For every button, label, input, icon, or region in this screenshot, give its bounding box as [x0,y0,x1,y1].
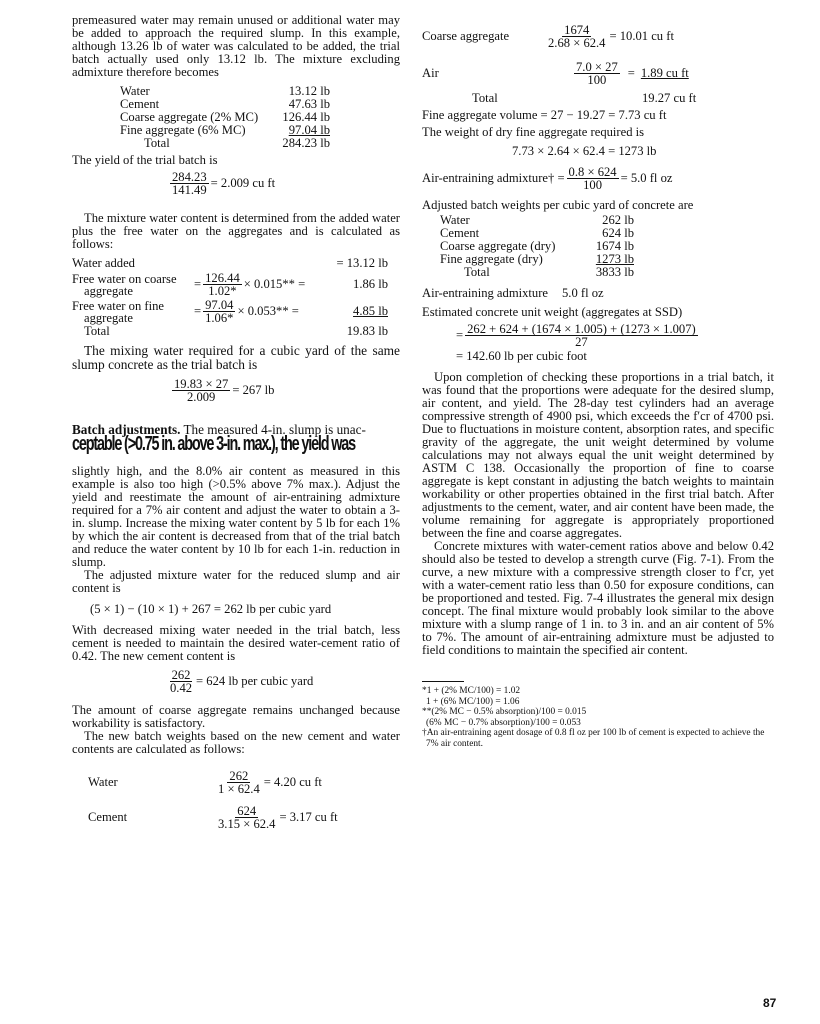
footnotes [422,686,774,750]
yield-intro: The yield of the trial batch is [72,153,218,167]
left-column [72,14,400,830]
multiplier: × 0.053** = [237,304,299,318]
value: 1.89 cu ft [640,66,689,80]
mixing-water-equation [170,378,400,403]
fraction [168,669,194,694]
section-title: Batch adjustments. [72,422,181,437]
numerator: 284.23 [172,170,207,184]
volume-row [72,805,400,830]
table-cell: 47.63 lb [288,97,330,111]
volume-row [422,61,774,86]
table-cell: Total [144,136,170,150]
value: 19.27 cu ft [642,91,697,105]
paragraph: The mixing water required for a cubic yard of the same slump concrete as the trial batch is [72,343,400,372]
table-cell: Water [120,84,150,98]
unit-weight-result: = 142.60 lb per cubic foot [456,349,587,363]
table-cell: Coarse aggregate (2% MC) [120,110,259,124]
table-cell: 13.12 lb [288,84,330,98]
result: = 4.20 cu ft [263,775,322,789]
numerator: 126.44 [205,271,240,285]
fraction [203,299,235,324]
denominator: 27 [575,335,588,349]
volume-total-row [422,92,774,105]
table-cell: Cement [120,97,160,111]
paragraph: The new batch weights based on the new cement and water contents are calculated as follows: [72,729,400,756]
numerator: 7.0 × 27 [576,60,618,74]
numerator: 0.8 × 624 [568,165,617,179]
paragraph: Upon completion of checking these proportions in a trial batch, it was found that the proportions were adequate for the desired slump, air content, and yield. The 28-day test cylinders had an average compressive strength of 4900 psi, which exceeds the f′cr of 4700 psi. Due to fluctuations in moisture content, absorption rates, and specific gravity of the aggregate, the unit weight determined by volume calculations may not always equal the unit weight determined by ASTM C 138. Occasionally the proportion of fine to coarse aggregate is kept constant in adjusting the batch weights to maintain workability or other properties obtained in the first trial batch. After adjustments to the cement, water, and air content have been made, the volume remaining for aggregate is appropriately proportioned between the fine and coarse aggregates. [422,370,774,540]
denominator: 100 [583,178,603,192]
adjusted-weights-table [440,214,634,279]
table-cell: Total [464,265,490,279]
numerator: 624 [237,804,257,818]
table-cell: 1674 lb [595,239,634,253]
free-water-calc [72,257,388,338]
label: Air-entraining admixture [422,286,548,300]
label: Free water on coarse aggregate [72,271,177,298]
volume-row [422,24,774,49]
result: = 624 lb per cubic yard [196,674,314,688]
unit-weight-intro: Estimated concrete unit weight (aggregates at SSD) [422,305,683,319]
text: The measured 4-in. slump is unac- [183,422,366,437]
paragraph: premeasured water may remain unused or additional water may be added to approach the required slump. In this example, although 13.26 lb of water was calculated to be added, the trial batch actually used only 13.12 lb. The mixture excluding admixture therefore becomes [72,13,400,79]
footnote: *1 + (2% MC/100) = 1.02 [422,686,521,696]
result: = 10.01 cu ft [609,29,674,43]
denominator: 1 × 62.4 [218,782,260,796]
table-cell: Cement [440,226,480,240]
water-equation: (5 × 1) − (10 × 1) + 267 = 262 lb per cubic yard [90,602,332,616]
numerator: 1674 [564,23,590,37]
cement-equation [166,669,400,694]
table-cell: Fine aggregate (dry) [440,252,543,266]
label: Air-entraining admixture† = [422,171,565,185]
table-row [440,266,634,279]
table-cell: Water [440,213,470,227]
admixture-row [422,287,774,300]
table-cell: 284.23 lb [282,136,330,150]
denominator: 100 [587,73,607,87]
footnote: 1 + (6% MC/100) = 1.06 [426,696,520,707]
table-cell: 3833 lb [595,265,634,279]
large-text-line [72,433,400,462]
denominator: 2.68 × 62.4 [548,36,606,50]
fraction [203,272,242,297]
equals: = [627,66,635,80]
value: 4.85 lb [353,304,388,318]
label: Total [472,91,498,105]
calc-row [72,257,388,270]
numerator: 19.83 × 27 [174,377,229,391]
calc-row: Free water on coarse aggregate = $\frac{126.44}{1.02*}$ × 0.015** = 1.86 lb [72,271,388,298]
label: Coarse aggregate [422,29,510,43]
denominator: 2.009 [187,390,216,404]
numerator: 262 + 624 + (1674 × 1.005) + (1273 × 1.007) [467,322,696,336]
label: Cement [88,810,128,824]
value: 19.83 lb [346,324,388,338]
calc-row [72,325,388,338]
table-cell: 97.04 lb [288,123,330,137]
result: = 267 lb [232,383,275,397]
yield-equation [168,171,400,196]
fraction [465,323,698,348]
label: Free water on fine aggregate [72,298,164,325]
fine-weight-eq: 7.73 × 2.64 × 62.4 = 1273 lb [512,144,657,158]
multiplier: × 0.015** = [243,277,306,291]
adjusted-intro: Adjusted batch weights per cubic yard of concrete are [422,198,694,212]
trial-batch-table [120,85,330,150]
table-cell: 624 lb [602,226,634,240]
denominator: 1.02* [208,284,237,298]
paragraph: The amount of coarse aggregate remains unchanged because workability is satisfactory. [72,703,400,730]
table-cell: Fine aggregate (6% MC) [120,123,246,137]
fraction [574,61,620,86]
paragraph: Concrete mixtures with water-cement ratios above and below 0.42 should also be tested to develop a strength curve (Fig. 7-1). From the curve, a new mixture with a compressive strength closer to f′cr, yet with a water-cement ratio less than 0.50 for exposure conditions, can be proportioned and tested. Fig. 7-4 illustrates the general mix design concept. The final mixture would probably look similar to the above mixture with a slump range of 1 in. to 3 in. and an air content of 5% to 7%. The amount of air-entraining admixture must be adjusted to field conditions to maintain the specified air content. [422,539,774,657]
table-cell: Coarse aggregate (dry) [440,239,556,253]
denominator: 0.42 [170,681,193,695]
numerator: 262 [171,668,191,682]
label: Water [88,775,118,789]
footnote-rule [422,681,464,682]
page-number: 87 [763,996,777,1010]
fraction [172,378,230,403]
volume-row [72,770,400,795]
table-row [120,137,330,150]
footnote: (6% MC − 0.7% absorption)/100 = 0.053 [426,717,581,728]
calc-row: Free water on fine aggregate = $\frac{97.04}{1.06*}$ × 0.053** = 4.85 lb [72,298,388,325]
table-cell: 126.44 lb [282,110,330,124]
fraction [216,805,277,830]
right-column [422,24,774,750]
result: = 5.0 fl oz [620,171,673,185]
value: 5.0 fl oz [562,286,604,300]
result: = 3.17 cu ft [279,810,338,824]
unit-weight-equation: = $\frac{262 + 624 + (1674 \times 1.005) + (1273 \times 1.007)}{27}$ [456,322,696,349]
label: Air [422,66,439,80]
label: Water added [72,256,135,270]
table-cell: 1273 lb [595,252,634,266]
numerator: 262 [229,769,249,783]
fine-weight-intro: The weight of dry fine aggregate required is [422,125,645,139]
numerator: 97.04 [205,298,234,312]
text: ceptable (>0.75 in. above 3-in. max.), the yield was [72,433,356,455]
footnote: †An air-entraining agent dosage of 0.8 fl oz per 100 lb of cement is expected to achieve the 7% air content. [422,728,765,749]
value: = 13.12 lb [336,256,388,270]
fraction [216,770,262,795]
fine-volume: Fine aggregate volume = 27 − 19.27 = 7.73 cu ft [422,108,667,122]
denominator: 141.49 [172,183,207,197]
paragraph: With decreased mixing water needed in the trial batch, less cement is needed to maintain the desired water-cement ratio of 0.42. The new cement content is [72,623,400,663]
paragraph: The adjusted mixture water for the reduced slump and air content is [72,568,400,595]
label: Total [84,324,110,338]
fraction [170,171,209,196]
footnote: **(2% MC − 0.5% absorption)/100 = 0.015 [422,707,587,718]
value: 1.86 lb [353,277,388,291]
fraction [567,166,619,191]
admixture-equation [422,166,774,191]
fraction [546,24,607,49]
denominator: 3.15 × 62.4 [218,817,276,831]
paragraph: The mixture water content is determined from the added water plus the free water on the aggregates and is calculated as follows: [72,211,400,251]
result: = 2.009 cu ft [210,176,276,190]
table-cell: 262 lb [602,213,634,227]
denominator: 1.06* [205,311,234,325]
paragraph: slightly high, and the 8.0% air content as measured in this example is also too high (>0.5% above 7% max.). Adjust the yield and reestimate the amount of air-entraining admixture required for a 7% air content and adjust the water to obtain a 3-in. slump. Increase the mixing water content by 5 lb for each 1% by which the air content is decreased from that of the trial batch and reduce the water content by 10 lb for each 1-in. reduction in slump. [72,464,400,569]
